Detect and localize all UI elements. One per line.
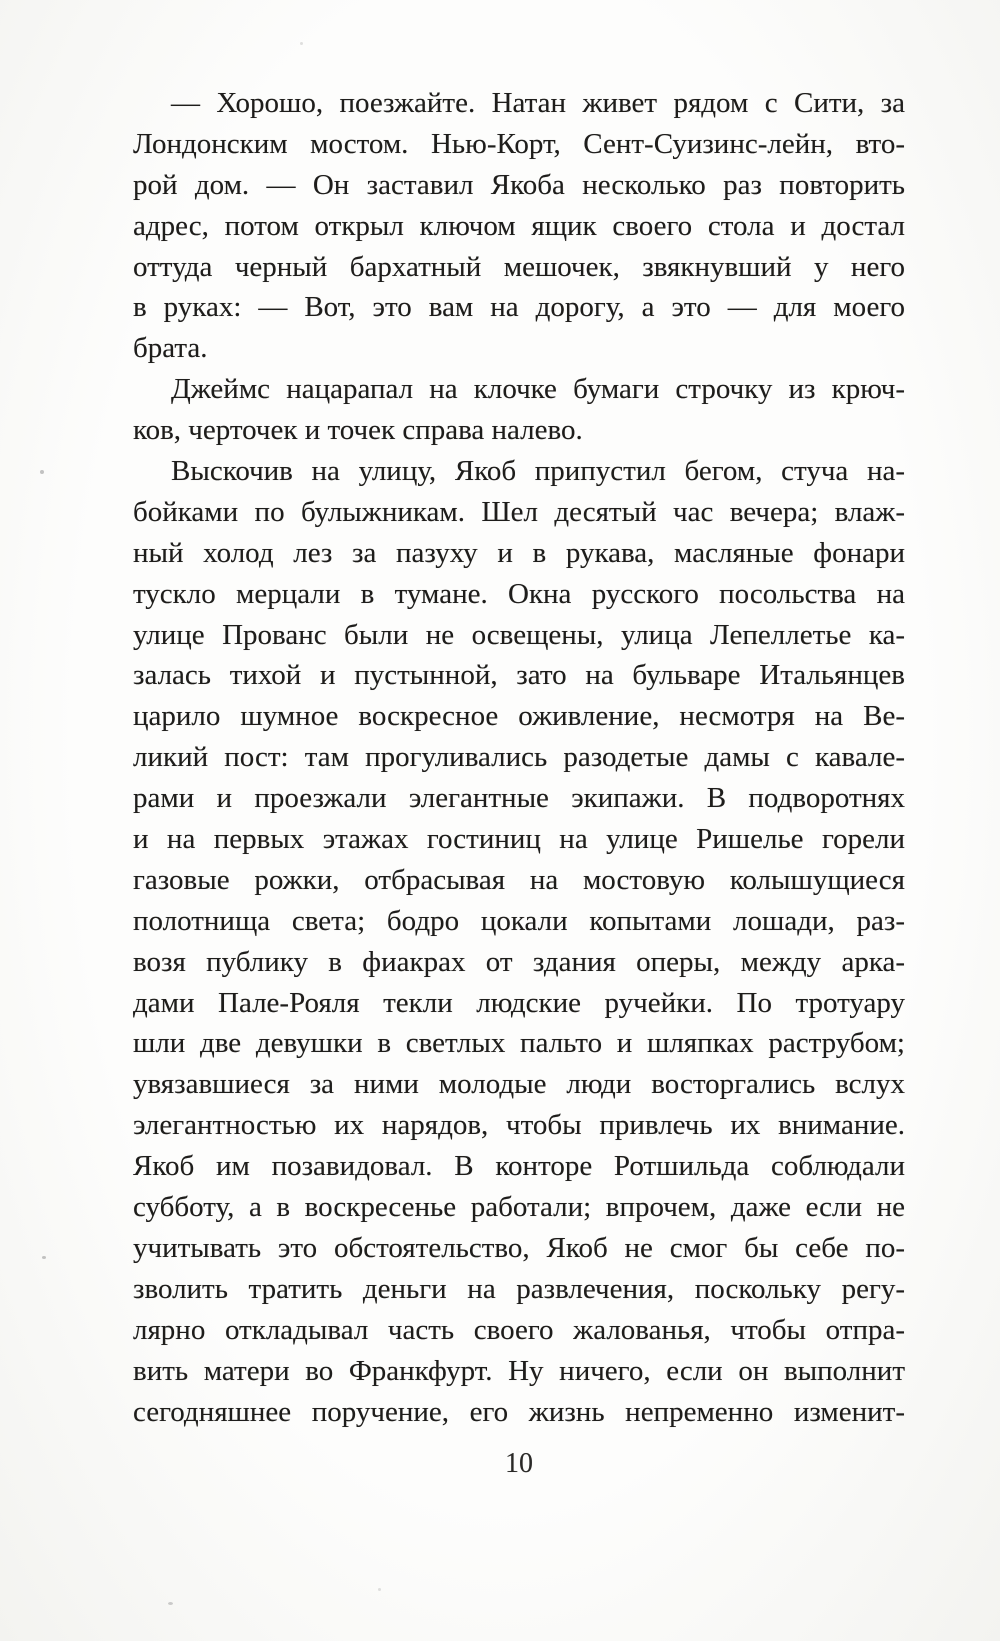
text-line: бойками по булыжникам. Шел десятый час вечера; влаж-: [133, 495, 905, 528]
text-line: — Хорошо, поезжайте. Натан живет рядом с Сити, за: [171, 87, 905, 119]
text-line: увязавшиеся за ними молодые люди восторгались вслух: [133, 1068, 905, 1101]
text-line: газовые рожки, отбрасывая на мостовую колышущиеся: [133, 863, 905, 896]
text-line: полотнища света; бодро цокали копытами лошади, раз-: [133, 904, 905, 937]
text-line: ный холод лез за пазуху и в рукава, масляные фонари: [133, 536, 905, 569]
text-line: элегантностью их нарядов, чтобы привлечь их внимание.: [133, 1109, 905, 1142]
text-line: зволить тратить деньги на развлечения, поскольку регу-: [133, 1272, 905, 1305]
text-line: и на первых этажах гостиниц на улице Ришелье горели: [133, 823, 905, 856]
text-block: [133, 83, 905, 1432]
scan-speck: [300, 42, 303, 45]
text-line: рами и проезжали элегантные экипажи. В подворотнях: [133, 782, 905, 815]
page-number: 10: [505, 1448, 533, 1479]
text-line: Якоб им позавидовал. В конторе Ротшильда соблюдали: [133, 1150, 905, 1183]
text-line: адрес, потом открыл ключом ящик своего стола и достал: [133, 209, 905, 242]
text-line: Лондонским мостом. Нью-Корт, Сент-Суизинс-лейн, вто-: [133, 127, 905, 160]
scan-speck: [40, 470, 44, 474]
text-line: субботу, а в воскресенье работали; впрочем, даже если не: [133, 1191, 905, 1224]
text-line: царило шумное воскресное оживление, несмотря на Ве-: [133, 700, 905, 733]
text-line: тускло мерцали в тумане. Окна русского посольства на: [133, 577, 905, 610]
scan-speck: [168, 1602, 173, 1605]
text-line: возя публику в фиакрах от здания оперы, между арка-: [133, 945, 905, 978]
text-line: оттуда черный бархатный мешочек, звякнувший у него: [133, 250, 905, 283]
text-line: Джеймс нацарапал на клочке бумаги строчку из крюч-: [171, 373, 905, 406]
scan-speck: [378, 1588, 381, 1591]
text-line: лярно откладывал часть своего жалованья, чтобы отпра-: [133, 1313, 905, 1346]
text-line: рой дом. — Он заставил Якоба несколько раз повторить: [133, 168, 905, 201]
text-line: дами Пале-Рояля текли людские ручейки. По тротуару: [133, 986, 905, 1019]
text-line: вить матери во Франкфурт. Ну ничего, если он выполнит: [133, 1354, 905, 1387]
text-line: в руках: — Вот, это вам на дорогу, а это — для моего: [133, 291, 905, 324]
text-line: брата.: [133, 332, 208, 365]
text-line: учитывать это обстоятельство, Якоб не смог бы себе по-: [133, 1231, 905, 1264]
text-line: сегодняшнее поручение, его жизнь непременно изменит-: [133, 1395, 905, 1428]
text-line: Выскочив на улицу, Якоб припустил бегом, стуча на-: [171, 455, 905, 488]
text-line: ков, черточек и точек справа налево.: [133, 414, 583, 447]
text-line: ликий пост: там прогуливались разодетые дамы с кавале-: [133, 741, 905, 774]
text-line: залась тихой и пустынной, зато на бульваре Итальянцев: [133, 659, 905, 692]
scan-speck: [42, 1256, 46, 1259]
text-line: улице Прованс были не освещены, улица Лепеллетье ка-: [133, 618, 905, 651]
text-line: шли две девушки в светлых пальто и шляпках раструбом;: [133, 1027, 905, 1060]
